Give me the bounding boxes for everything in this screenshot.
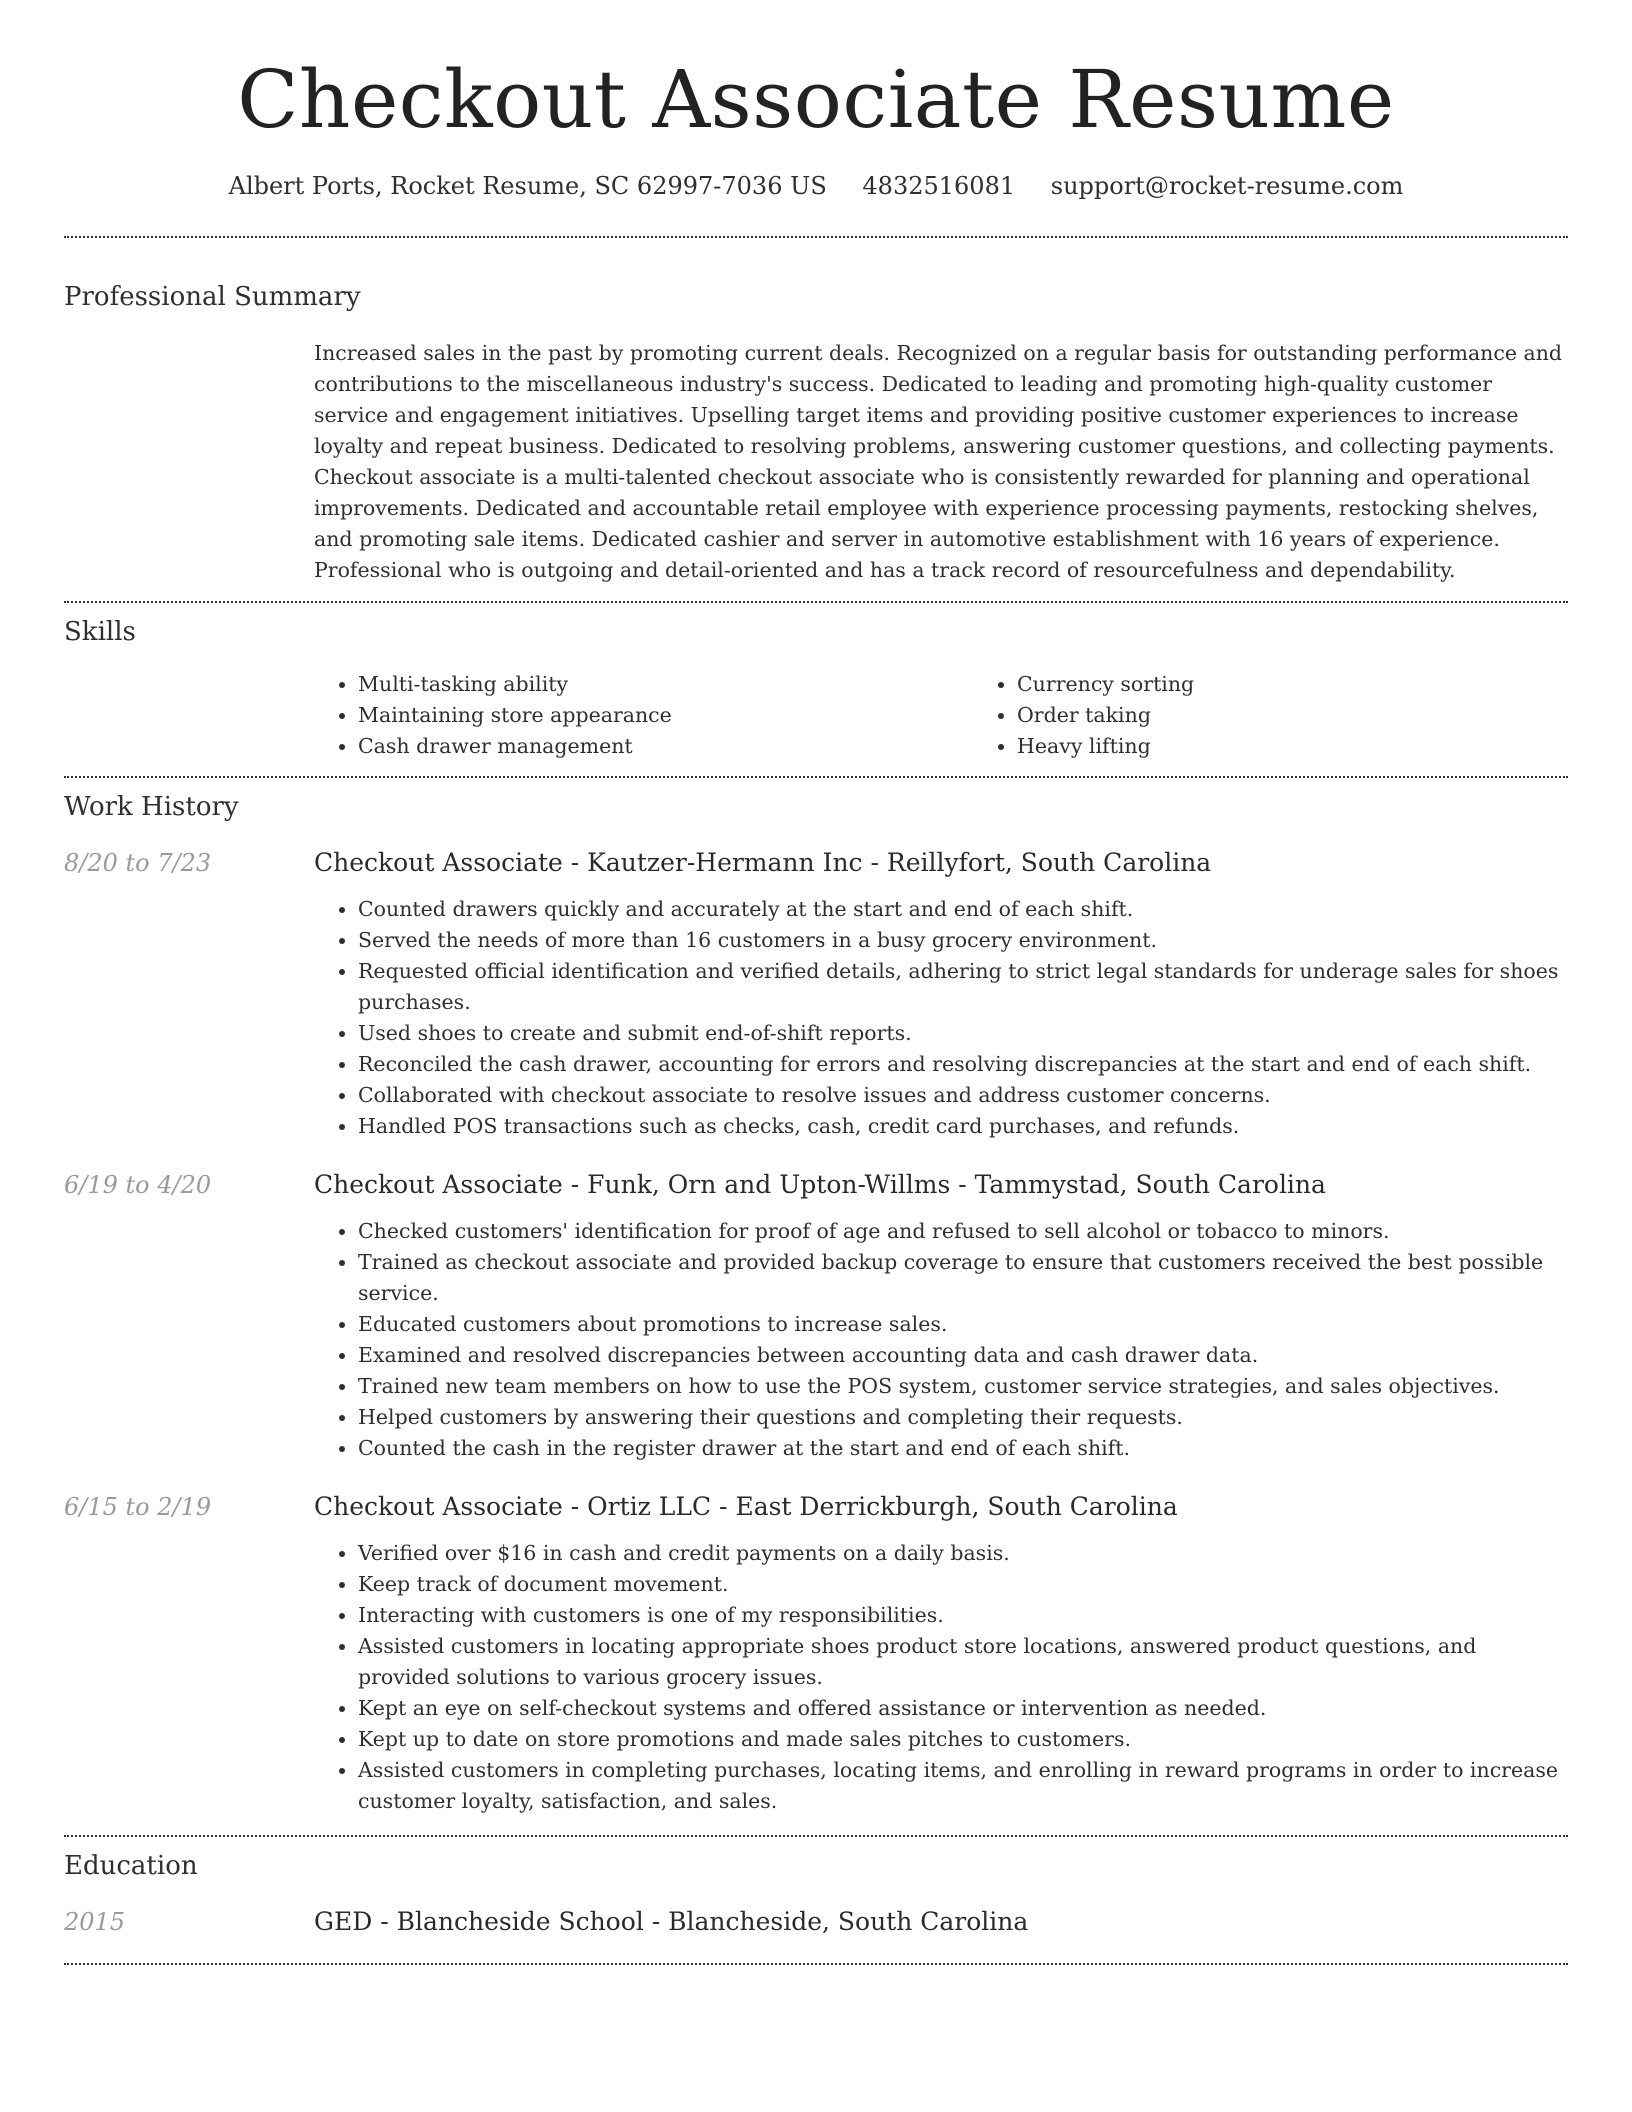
- summary-heading: Professional Summary: [64, 282, 361, 312]
- summary-spacer: [64, 338, 314, 586]
- job-bullet: • Verified over $16 in cash and credit payments on a daily basis.: [358, 1538, 1568, 1569]
- job-bullet: • Handled POS transactions such as checks, cash, credit card purchases, and refunds.: [358, 1111, 1568, 1142]
- job-bullet: • Kept an eye on self-checkout systems and offered assistance or intervention as needed.: [358, 1693, 1568, 1724]
- skills-list-left: [314, 669, 973, 762]
- job-bullet: • Served the needs of more than 16 customers in a busy grocery environment.: [358, 925, 1568, 956]
- job-bullet: • Helped customers by answering their questions and completing their requests.: [358, 1402, 1568, 1433]
- job-bullets: [314, 1538, 1568, 1817]
- job-bullet: • Assisted customers in completing purchases, locating items, and enrolling in reward programs in order to increase customer loyalty, satisfaction, and sales.: [358, 1755, 1568, 1817]
- job-bullets: [314, 894, 1568, 1142]
- divider: [64, 1963, 1568, 1965]
- skills-section: [64, 615, 1568, 762]
- job-bullet: • Assisted customers in locating appropriate shoes product store locations, answered product questions, and provided solutions to various grocery issues.: [358, 1631, 1568, 1693]
- job-bullet: • Kept up to date on store promotions and made sales pitches to customers.: [358, 1724, 1568, 1755]
- skill-item: • Order taking: [1017, 700, 1632, 731]
- divider: [64, 1835, 1568, 1837]
- divider: [64, 776, 1568, 778]
- divider: [64, 601, 1568, 603]
- job-bullet: • Educated customers about promotions to increase sales.: [358, 1309, 1568, 1340]
- job-entry: [64, 1490, 1568, 1817]
- education-heading: Education: [64, 1851, 198, 1881]
- job-bullets: [314, 1216, 1568, 1464]
- job-title: Checkout Associate - Funk, Orn and Upton-Willms - Tammystad, South Carolina: [314, 1170, 1326, 1199]
- contact-phone: 4832516081: [862, 172, 1016, 200]
- education-section: [64, 1849, 1568, 1939]
- skill-item: • Multi-tasking ability: [358, 669, 973, 700]
- skill-item: • Heavy lifting: [1017, 731, 1632, 762]
- divider: [64, 236, 1568, 238]
- work-section: [64, 790, 1568, 1817]
- skill-item: • Cash drawer management: [358, 731, 973, 762]
- contact-email: support@rocket-resume.com: [1050, 172, 1404, 200]
- education-title: GED - Blancheside School - Blancheside, South Carolina: [314, 1907, 1029, 1936]
- contact-line: [64, 170, 1568, 202]
- resume-page: [64, 0, 1568, 1965]
- job-bullet: • Used shoes to create and submit end-of-shift reports.: [358, 1018, 1568, 1049]
- skill-item: • Maintaining store appearance: [358, 700, 973, 731]
- job-bullet: • Collaborated with checkout associate to resolve issues and address customer concerns.: [358, 1080, 1568, 1111]
- skills-heading: Skills: [64, 617, 136, 647]
- contact-address: Albert Ports, Rocket Resume, SC 62997-7036 US: [228, 172, 827, 200]
- job-bullet: • Reconciled the cash drawer, accounting for errors and resolving discrepancies at the start and end of each shift.: [358, 1049, 1568, 1080]
- summary-section: [64, 280, 1568, 586]
- job-bullet: • Keep track of document movement.: [358, 1569, 1568, 1600]
- work-heading: Work History: [64, 792, 239, 822]
- job-bullet: • Interacting with customers is one of my responsibilities.: [358, 1600, 1568, 1631]
- job-dates: 6/19 to 4/20: [64, 1171, 212, 1199]
- job-title: Checkout Associate - Ortiz LLC - East Derrickburgh, South Carolina: [314, 1492, 1178, 1521]
- job-bullet: • Counted the cash in the register drawer at the start and end of each shift.: [358, 1433, 1568, 1464]
- education-year: 2015: [64, 1908, 126, 1936]
- job-bullet: • Checked customers' identification for proof of age and refused to sell alcohol or tobacco to minors.: [358, 1216, 1568, 1247]
- job-bullet: • Trained new team members on how to use the POS system, customer service strategies, and sales objectives.: [358, 1371, 1568, 1402]
- job-bullet: • Requested official identification and verified details, adhering to strict legal standards for underage sales for shoes purchases.: [358, 956, 1568, 1018]
- job-entry: [64, 1168, 1568, 1464]
- job-dates: 6/15 to 2/19: [64, 1493, 212, 1521]
- skills-spacer: [64, 669, 314, 762]
- job-dates: 8/20 to 7/23: [64, 849, 212, 877]
- skills-list-right: [973, 669, 1632, 762]
- job-title: Checkout Associate - Kautzer-Hermann Inc - Reillyfort, South Carolina: [314, 848, 1212, 877]
- job-bullet: • Trained as checkout associate and provided backup coverage to ensure that customers received the best possible service.: [358, 1247, 1568, 1309]
- job-entry: [64, 846, 1568, 1142]
- page-title: Checkout Associate Resume: [237, 53, 1395, 146]
- summary-text: Increased sales in the past by promoting current deals. Recognized on a regular basis for outstanding performance and contributions to the miscellaneous industry's success. Dedicated to leading and promoting high-quality customer service and engagement initiatives. Upselling target items and providing positive customer experiences to increase loyalty and repeat business. Dedicated to resolving problems, answering customer questions, and collecting payments. Checkout associate is a multi-talented checkout associate who is consistently rewarded for planning and operational improvements. Dedicated and accountable retail employee with experience processing payments, restocking shelves, and promoting sale items. Dedicated cashier and server in automotive establishment with 16 years of experience. Professional who is outgoing and detail-oriented and has a track record of resourcefulness and dependability.: [314, 341, 1563, 582]
- job-bullet: • Counted drawers quickly and accurately at the start and end of each shift.: [358, 894, 1568, 925]
- skill-item: • Currency sorting: [1017, 669, 1632, 700]
- job-bullet: • Examined and resolved discrepancies between accounting data and cash drawer data.: [358, 1340, 1568, 1371]
